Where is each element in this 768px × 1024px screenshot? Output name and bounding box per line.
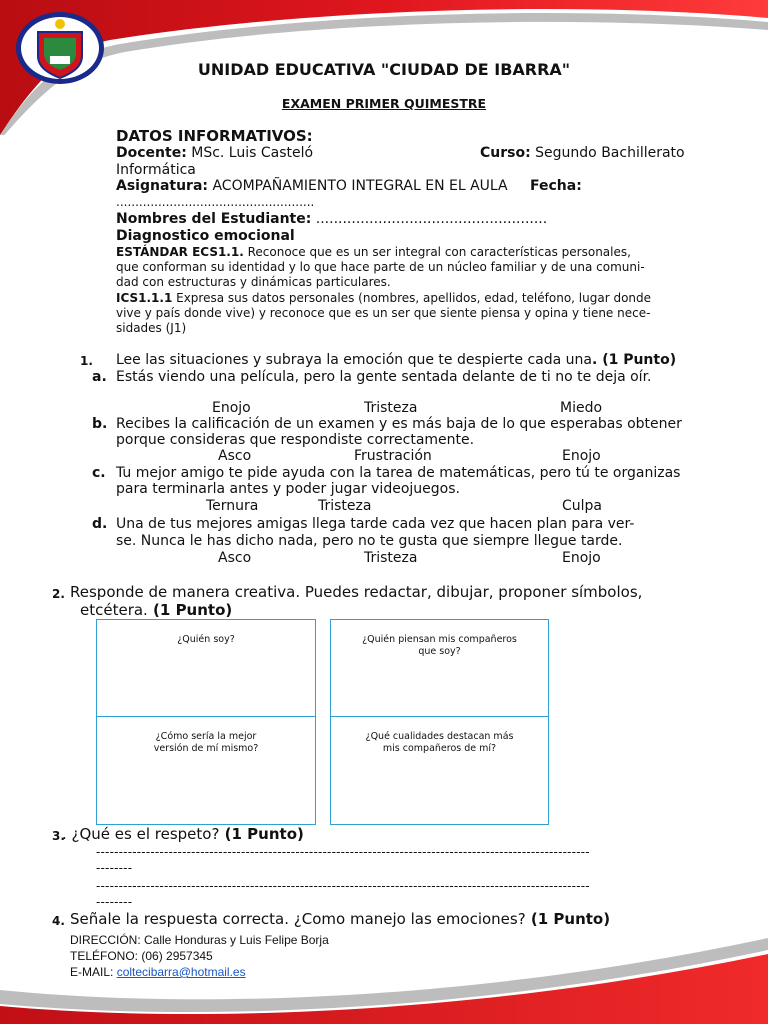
q1a-option[interactable]: Tristeza xyxy=(364,400,418,416)
estandar-label: ESTÁNDAR ECS1.1. xyxy=(116,245,244,259)
nombres-label: Nombres del Estudiante: xyxy=(116,211,312,227)
q1d-option[interactable]: Asco xyxy=(218,550,252,566)
answer-line[interactable]: -------- xyxy=(96,861,133,875)
q1b-letter: b. xyxy=(92,416,108,432)
box-prompt: que soy? xyxy=(418,646,461,657)
section-title: DATOS INFORMATIVOS: xyxy=(116,127,313,145)
q1c-option[interactable]: Ternura xyxy=(206,498,259,514)
docente-value: MSc. Luis Casteló xyxy=(186,145,314,161)
q1b-text-2: porque consideras que respondiste correctamente. xyxy=(116,432,475,448)
ics-label: ICS1.1.1 xyxy=(116,291,173,305)
q4-points: (1 Punto) xyxy=(525,910,611,928)
curso-row xyxy=(480,145,685,162)
q4-text xyxy=(70,910,610,928)
q1a-option[interactable]: Miedo xyxy=(560,400,603,416)
q1a-text: Estás viendo una película, pero la gente sentada delante de ti no te deja oír. xyxy=(116,369,652,385)
q1-statement: Lee las situaciones y subraya la emoción que te despierte cada una xyxy=(116,352,592,368)
q2-statement: etcétera. xyxy=(80,601,148,619)
q1c-letter: c. xyxy=(92,465,106,481)
diagnostico-title: Diagnostico emocional xyxy=(116,228,295,244)
box-prompt: ¿Qué cualidades destacan más xyxy=(365,731,514,742)
school-name: UNIDAD EDUCATIVA "CIUDAD DE IBARRA" xyxy=(197,60,571,79)
answer-box-companeros[interactable] xyxy=(330,619,549,717)
q3-text xyxy=(62,825,304,843)
answer-box-quien-soy[interactable] xyxy=(96,619,316,717)
estandar-text: que conforman su identidad y lo que hace parte de un núcleo familiar y de una comuni- xyxy=(116,260,645,274)
ics-text: vive y país donde vive) y reconoce que es un ser que siente piensa y opina y tiene nece- xyxy=(116,306,651,320)
estandar-text: Reconoce que es un ser integral con características personales, xyxy=(243,245,631,259)
curso-label: Curso: xyxy=(480,145,531,161)
answer-box-mejor-version[interactable] xyxy=(96,716,316,825)
ics-text: sidades (J1) xyxy=(116,321,187,335)
q1a-option[interactable]: Enojo xyxy=(212,400,251,416)
q2-text-2 xyxy=(80,601,232,619)
footer-email-label: E-MAIL: xyxy=(70,965,117,979)
q3-points: (1 Punto) xyxy=(219,825,304,843)
q4-statement: Señale la respuesta correcta. ¿Como manejo las emociones? xyxy=(70,910,526,928)
q1d-option[interactable]: Enojo xyxy=(562,550,601,566)
nombres-row xyxy=(116,211,706,228)
docente-label: Docente: xyxy=(116,145,187,161)
asignatura-label: Asignatura: xyxy=(116,178,209,194)
footer-email-link[interactable]: coltecibarra@hotmail.es xyxy=(116,965,246,979)
estandar-block xyxy=(116,245,706,290)
q1b-option[interactable]: Frustración xyxy=(354,448,432,464)
q2-number: 2. xyxy=(52,587,65,601)
q1d-option[interactable]: Tristeza xyxy=(364,550,418,566)
q1c-option[interactable]: Culpa xyxy=(562,498,603,514)
q2-text-1: Responde de manera creativa. Puedes redactar, dibujar, proponer símbolos, xyxy=(70,583,643,601)
q1a-letter: a. xyxy=(92,369,107,385)
answer-box-cualidades[interactable] xyxy=(330,716,549,825)
q1b-text-1: Recibes la calificación de un examen y es más baja de lo que esperabas obtener xyxy=(116,416,682,432)
q1d-letter: d. xyxy=(92,516,108,532)
q1b-option[interactable]: Enojo xyxy=(562,448,601,464)
curso-value: Segundo Bachillerato xyxy=(530,145,685,161)
nombres-dots: .................................................... xyxy=(311,211,548,227)
curso-value-cont: Informática xyxy=(116,162,196,178)
footer-phone: TELÉFONO: (06) 2957345 xyxy=(70,949,213,963)
q2-points: (1 Punto) xyxy=(147,601,233,619)
q1d-text-2: se. Nunca le has dicho nada, pero no te gusta que siempre llegue tarde. xyxy=(116,533,623,549)
q1b-option[interactable]: Asco xyxy=(218,448,252,464)
asignatura-value: ACOMPAÑAMIENTO INTEGRAL EN EL AULA xyxy=(208,178,508,194)
box-prompt: ¿Quién piensan mis compañeros xyxy=(362,634,517,645)
answer-line[interactable]: ------------------------------------------------------------------------------------------------------------- xyxy=(96,879,590,893)
fecha-label: Fecha: xyxy=(530,178,582,194)
q1c-option[interactable]: Tristeza xyxy=(318,498,372,514)
q1d-text-1: Una de tus mejores amigas llega tarde cada vez que hacen plan para ver- xyxy=(116,516,635,532)
exam-title: EXAMEN PRIMER QUIMESTRE xyxy=(281,96,487,111)
footer-address: DIRECCIÓN: Calle Honduras y Luis Felipe Borja xyxy=(70,933,329,947)
fecha-dots: .................................................... xyxy=(116,195,315,209)
footer-email-row xyxy=(70,964,246,980)
box-prompt: versión de mí mismo? xyxy=(153,743,259,754)
q3-statement: . ¿Qué es el respeto? xyxy=(62,825,220,843)
asignatura-row xyxy=(116,178,706,195)
q1c-text-2: para terminarla antes y poder jugar videojuegos. xyxy=(116,481,460,497)
q3-number: 3. xyxy=(52,829,65,843)
ics-block xyxy=(116,291,706,336)
q1-text xyxy=(116,352,676,368)
ics-text: Expresa sus datos personales (nombres, apellidos, edad, teléfono, lugar donde xyxy=(172,291,652,305)
q1-points: . (1 Punto) xyxy=(592,352,677,368)
box-prompt: ¿Cómo sería la mejor xyxy=(155,731,257,742)
q1-number: 1. xyxy=(80,354,93,368)
estandar-text: dad con estructuras y dinámicas particulares. xyxy=(116,275,391,289)
answer-line[interactable]: ------------------------------------------------------------------------------------------------------------- xyxy=(96,845,590,859)
q4-number: 4. xyxy=(52,914,65,928)
box-prompt: mis compañeros de mí? xyxy=(382,743,497,754)
box-prompt: ¿Quién soy? xyxy=(177,634,235,645)
answer-line[interactable]: -------- xyxy=(96,895,133,909)
q1c-text-1: Tu mejor amigo te pide ayuda con la tarea de matemáticas, pero tú te organizas xyxy=(116,465,681,481)
